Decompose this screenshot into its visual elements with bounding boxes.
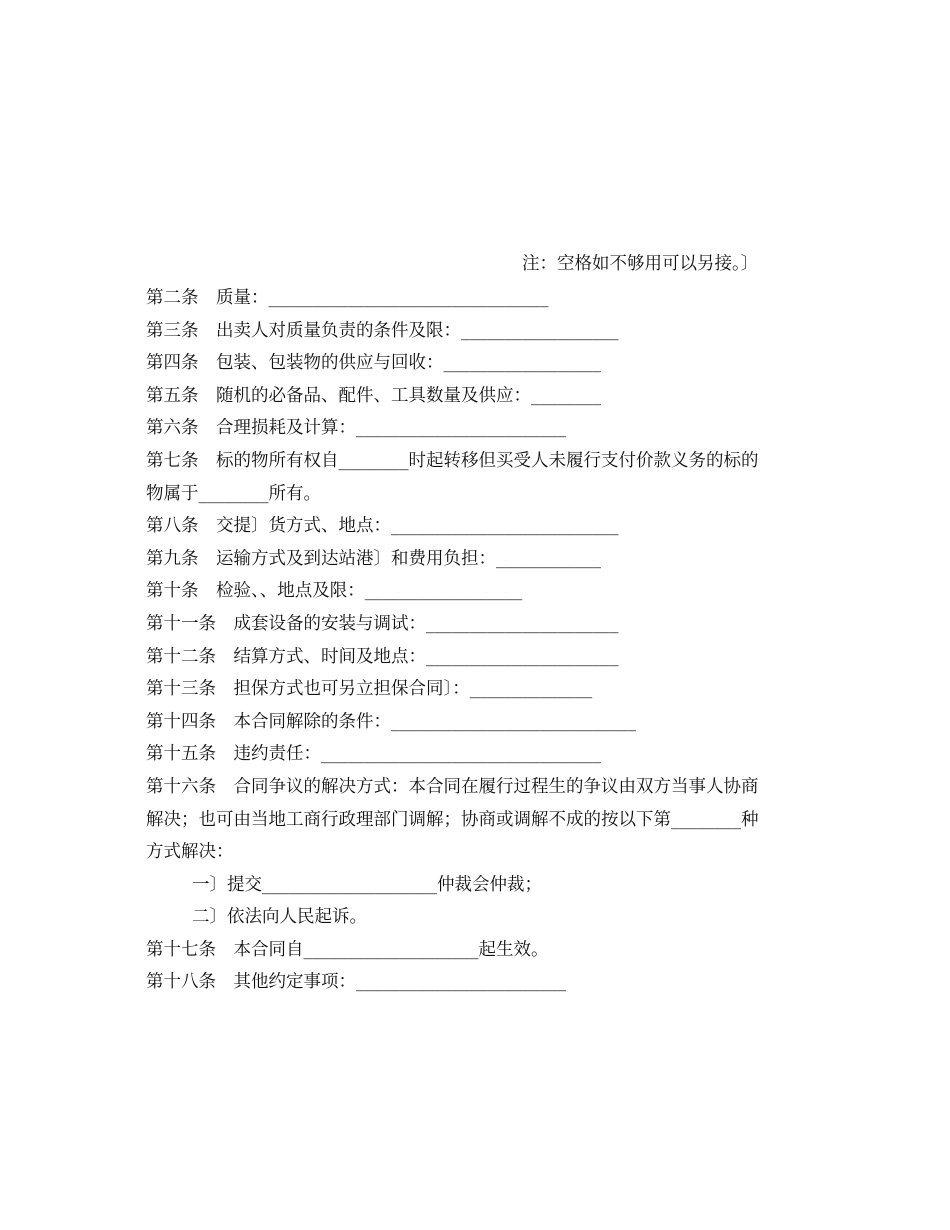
clause-17-effective: 第十七条 本合同自____________________起生效。 xyxy=(146,939,549,960)
clause-8-delivery: 第八条 交提〕货方式、地点：__________________________ xyxy=(146,516,619,537)
clause-15-liability: 第十五条 违约责任：________________________________ xyxy=(146,744,601,765)
dispute-option-1: 一〕提交____________________仲裁会仲裁； xyxy=(192,874,542,895)
clause-2-quality: 第二条 质量：________________________________ xyxy=(146,288,549,308)
clause-14-termination: 第十四条 本合同解除的条件：____________________________ xyxy=(146,711,636,732)
clause-18-other: 第十八条 其他约定事项：________________________ xyxy=(146,972,566,993)
clause-16-dispute-cont-2: 方式解决： xyxy=(146,842,234,863)
clause-13-guarantee: 第十三条 担保方式也可另立担保合同〕：______________ xyxy=(146,679,593,700)
clause-5-accessories: 第五条 随机的必备品、配件、工具数量及供应：________ xyxy=(146,385,601,406)
note-text: 注：空格如不够用可以另接。〕 xyxy=(522,254,759,274)
clause-12-settlement: 第十二条 结算方式、时间及地点：______________________ xyxy=(146,646,619,667)
clause-9-transport: 第九条 运输方式及到达站港〕和费用负担：____________ xyxy=(146,548,601,569)
clause-11-installation: 第十一条 成套设备的安装与调试：______________________ xyxy=(146,613,619,634)
clause-16-dispute: 第十六条 合同争议的解决方式：本合同在履行过程生的争议由双方当事人协商 xyxy=(146,776,759,797)
contract-body xyxy=(146,282,806,999)
clause-6-loss: 第六条 合理损耗及计算：________________________ xyxy=(146,418,566,439)
clause-4-packaging: 第四条 包装、包装物的供应与回收：__________________ xyxy=(146,353,601,374)
dispute-option-2: 二〕依法向人民起诉。 xyxy=(192,907,367,928)
clause-10-inspection: 第十条 检验、、地点及限：__________________ xyxy=(146,581,523,602)
clause-3-quality-responsibility: 第三条 出卖人对质量负责的条件及限：__________________ xyxy=(146,320,619,341)
clause-7-ownership-cont: 物属于________所有。 xyxy=(146,483,321,504)
clause-7-ownership: 第七条 标的物所有权自________时起转移但买受人未履行支付价款义务的标的 xyxy=(146,450,759,471)
clause-16-dispute-cont: 解决；也可由当地工商行政理部门调解；协商或调解不成的按以下第________种 xyxy=(146,809,759,830)
